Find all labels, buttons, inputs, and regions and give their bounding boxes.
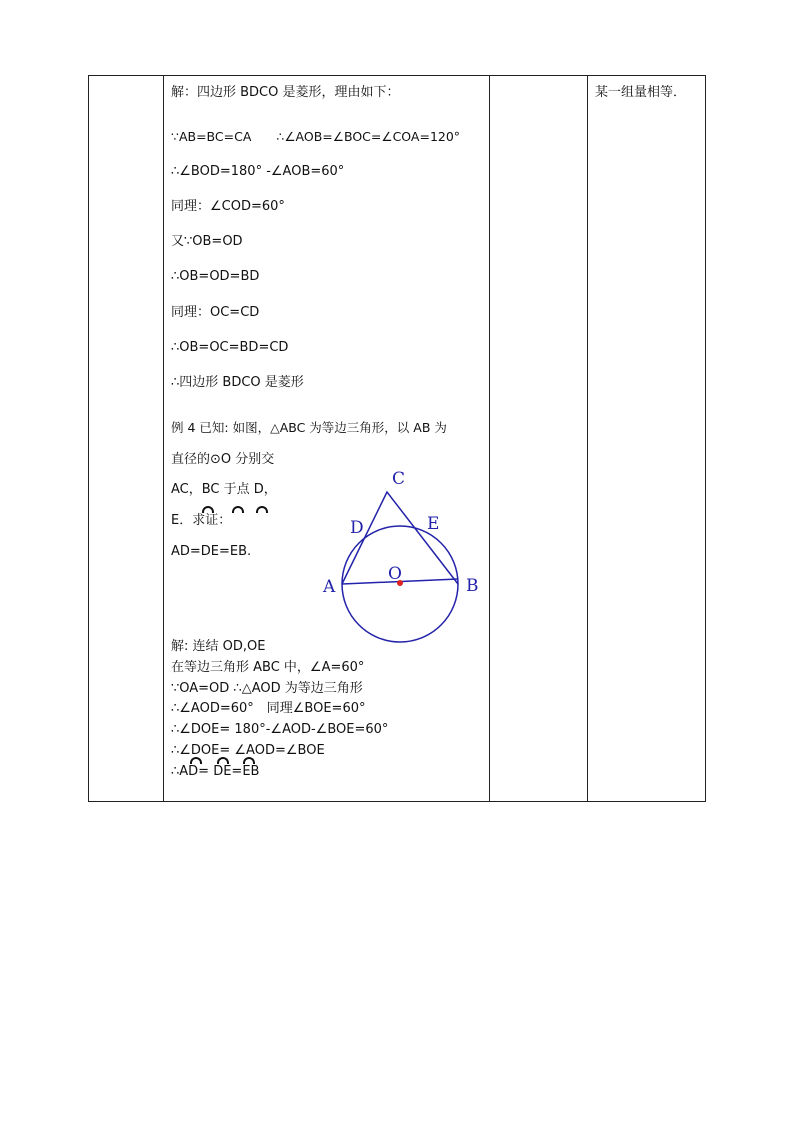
proof1-line2: ∵AB=BC=CA ∴∠AOB=∠BOC=∠COA=120° [171, 129, 461, 144]
label-o: O [388, 564, 402, 584]
arc-mark [243, 757, 255, 764]
proof1-line8: ∴OB=OC=BD=CD [171, 340, 289, 355]
label-c: C [392, 469, 406, 489]
proof1-line3: ∴∠BOD=180° -∠AOB=60° [171, 164, 345, 179]
solution-line1: 解: 连结 OD,OE [171, 639, 266, 654]
proof1-line6: ∴OB=OD=BD [171, 269, 260, 284]
proof1-line5: 又∵OB=OD [171, 234, 243, 249]
example4-line2: 直径的⊙O 分别交 [171, 452, 275, 467]
example4-line5: AD=DE=EB. [171, 544, 252, 559]
arc-mark [190, 757, 202, 764]
solution-line6: ∴∠DOE= ∠AOD=∠BOE [171, 743, 325, 758]
solution-line2: 在等边三角形 ABC 中，∠A=60° [171, 660, 365, 675]
label-d: D [350, 518, 364, 538]
proof1-line9: ∴四边形 BDCO 是菱形 [171, 375, 304, 390]
label-a: A [323, 577, 336, 597]
example4-line4: E．求证： [171, 513, 232, 528]
proof1-line1: 解：四边形 BDCO 是菱形，理由如下： [171, 85, 400, 100]
solution-line7: ∴AD= DE=EB [171, 764, 260, 779]
example4-line1: 例 4 已知: 如图，△ABC 为等边三角形，以 AB 为 [171, 420, 447, 435]
proof1-line4: 同理：∠COD=60° [171, 199, 285, 214]
column4-note: 某一组量相等． [595, 85, 687, 100]
example4-line3: AC，BC 于点 D， [171, 482, 277, 497]
proof1-line7: 同理：OC=CD [171, 305, 260, 320]
solution-line3: ∵OA=OD ∴△AOD 为等边三角形 [171, 681, 363, 696]
label-e: E [427, 514, 440, 534]
label-b: B [466, 576, 479, 596]
solution-line5: ∴∠DOE= 180°-∠AOD-∠BOE=60° [171, 722, 389, 737]
arc-mark [217, 757, 229, 764]
solution-line4: ∴∠AOD=60° 同理∠BOE=60° [171, 701, 366, 716]
